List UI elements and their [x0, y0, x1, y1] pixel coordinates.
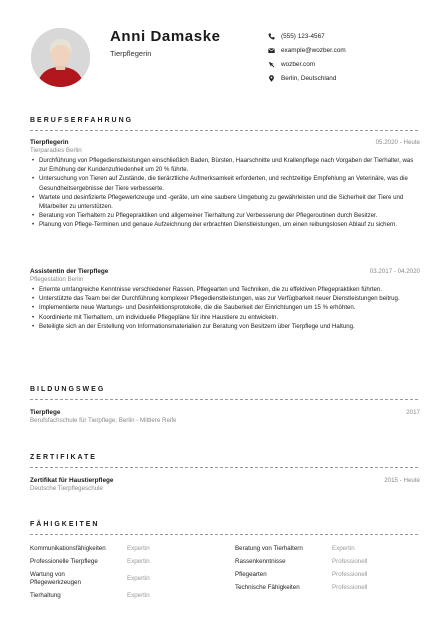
skill-row: [30, 568, 215, 589]
section-divider: [30, 130, 418, 131]
skill-name: Beratung von Tierhaltern: [235, 544, 303, 552]
skill-name: Rassenkenntnisse: [235, 557, 286, 565]
skill-name: Pflegearten: [235, 570, 267, 578]
link-icon: [268, 61, 281, 68]
skill-level: Professionell: [332, 558, 368, 565]
certificate-title: Zertifikat für Haustierpflege: [30, 477, 114, 484]
bullet-item: • Koordinierte mit Tierhaltern, um individuelle Pflegepläne für ihre Haustiere zu entwickeln.: [30, 313, 420, 322]
skill-level: Expertin: [127, 558, 150, 565]
bullet-item: • Beteiligte sich an der Erstellung von Informationsmaterialien zur Beratung von Besitzern über Tierpflege und Haltung.: [30, 322, 420, 331]
contact-email: [268, 43, 438, 57]
skill-row: [30, 542, 215, 555]
contact-website: [268, 57, 438, 71]
certificate-entry: [30, 477, 420, 492]
resume-header: [0, 0, 448, 110]
person-title: Tierpflegerin: [110, 49, 152, 58]
skills-column-left: [30, 542, 215, 602]
contact-phone: [268, 29, 438, 43]
skill-level: Expertin: [127, 575, 150, 582]
bullet-item: • Planung von Pflege-Terminen und genaue Aufzeichnung der erbrachten Dienstleistungen, um einen reibungslosen Ablauf zu sichern.: [30, 220, 420, 229]
job-company: Tierparadies Berlin: [30, 147, 82, 154]
bullet-item: • Beratung von Tierhaltern zu Pflegepraktiken und allgemeiner Tierhaltung zur Verbesserung der Pflegeroutinen durch Besitzer.: [30, 211, 420, 220]
job-company: Pflegestation Berlin: [30, 276, 84, 283]
contact-email-text: example@wozber.com: [281, 46, 346, 54]
skill-name: Kommunikationsfähigkeiten: [30, 544, 106, 552]
skill-name: Technische Fähigkeiten: [235, 583, 300, 591]
skill-row: [235, 542, 420, 555]
contact-phone-text: (555) 123-4567: [281, 32, 325, 40]
skill-level: Professionell: [332, 584, 368, 591]
job-bullets: [30, 285, 420, 331]
skill-level: Expertin: [127, 592, 150, 599]
avatar: [31, 28, 90, 87]
skill-row: [30, 555, 215, 568]
bullet-item: • Wartete und desinfizierte Pflegewerkzeuge und -geräte, um eine saubere Umgebung zu gewährleisten und die Sicherheit der Tiere und Mitarbeiter zu unterstützen.: [30, 193, 420, 211]
skill-level: Professionell: [332, 571, 368, 578]
contact-location: [268, 71, 438, 85]
job-title: Assistentin der Tierpflege: [30, 268, 109, 275]
job-bullets: [30, 156, 420, 230]
section-title-experience: BERUFSERFAHRUNG: [30, 117, 134, 124]
experience-entry: [30, 139, 420, 230]
education-school: Berufsfachschule für Tierpflege, Berlin - Mittlere Reife: [30, 417, 177, 424]
education-entry: [30, 409, 420, 424]
bullet-item: • Erlernte umfangreiche Kenntnisse verschiedener Rassen, Pflegearten und Techniken, die zu effektiven Pflegepraktiken führten.: [30, 285, 420, 294]
phone-icon: [268, 33, 281, 40]
section-divider: [30, 534, 418, 535]
job-dates: 03.2017 - 04.2020: [369, 268, 420, 275]
section-divider: [30, 467, 418, 468]
contact-list: [268, 29, 438, 85]
section-title-education: BILDUNGSWEG: [30, 386, 106, 393]
skills-grid: [30, 542, 420, 602]
skill-name: Tierhaltung: [30, 591, 61, 599]
experience-entry: [30, 268, 420, 331]
bullet-item: • Untersuchung von Tieren auf Zustände, die tierärztliche Aufmerksamkeit erforderten, und rechtzeitige Empfehlung an Veterinäre, was die Gesundheitsergebnisse der Tiere verbesserte.: [30, 174, 420, 192]
education-title: Tierpflege: [30, 409, 61, 416]
person-name: Anni Damaske: [110, 28, 221, 45]
job-title: Tierpflegerin: [30, 139, 69, 146]
bullet-item: • Durchführung von Pflegedienstleistungen einschließlich Baden, Bürsten, Haarschnitte und Krallenpflege nach Vorgaben der Tierhalter, was zur Erhöhung der Kundenzufriedenheit um 20 % führte.: [30, 156, 420, 174]
skill-row: [235, 581, 420, 594]
certificate-dates: 2015 - Heute: [384, 477, 420, 484]
section-divider: [30, 399, 418, 400]
skill-name: Wartung von Pflegewerkzeugen: [30, 570, 81, 586]
skill-row: [30, 589, 215, 602]
section-title-skills: FÄHIGKEITEN: [30, 521, 100, 528]
skill-row: [235, 568, 420, 581]
contact-website-text: wozber.com: [281, 60, 316, 68]
education-dates: 2017: [406, 409, 420, 416]
email-icon: [268, 47, 281, 54]
contact-location-text: Berlin, Deutschland: [281, 74, 337, 82]
skill-row: [235, 555, 420, 568]
location-pin-icon: [268, 75, 281, 82]
skill-level: Expertin: [127, 545, 150, 552]
skill-name: Professionelle Tierpflege: [30, 557, 98, 565]
skill-level: Expertin: [332, 545, 355, 552]
bullet-item: • Unterstützte das Team bei der Durchführung komplexer Pflegedienstleistungen, was zur Verfügbarkeit neuer Dienstleistungen beitrug.: [30, 294, 420, 303]
certificate-issuer: Deutsche Tierpflegeschule: [30, 485, 103, 492]
section-title-certificates: ZERTIFIKATE: [30, 454, 97, 461]
profile-photo: [31, 28, 90, 87]
bullet-item: • Implementierte neue Wartungs- und Desinfektionsprotokolle, die die Sauberkeit der Einrichtungen um 15 % erhöhten.: [30, 303, 420, 312]
job-dates: 05.2020 - Heute: [375, 139, 420, 146]
skills-column-right: [235, 542, 420, 602]
